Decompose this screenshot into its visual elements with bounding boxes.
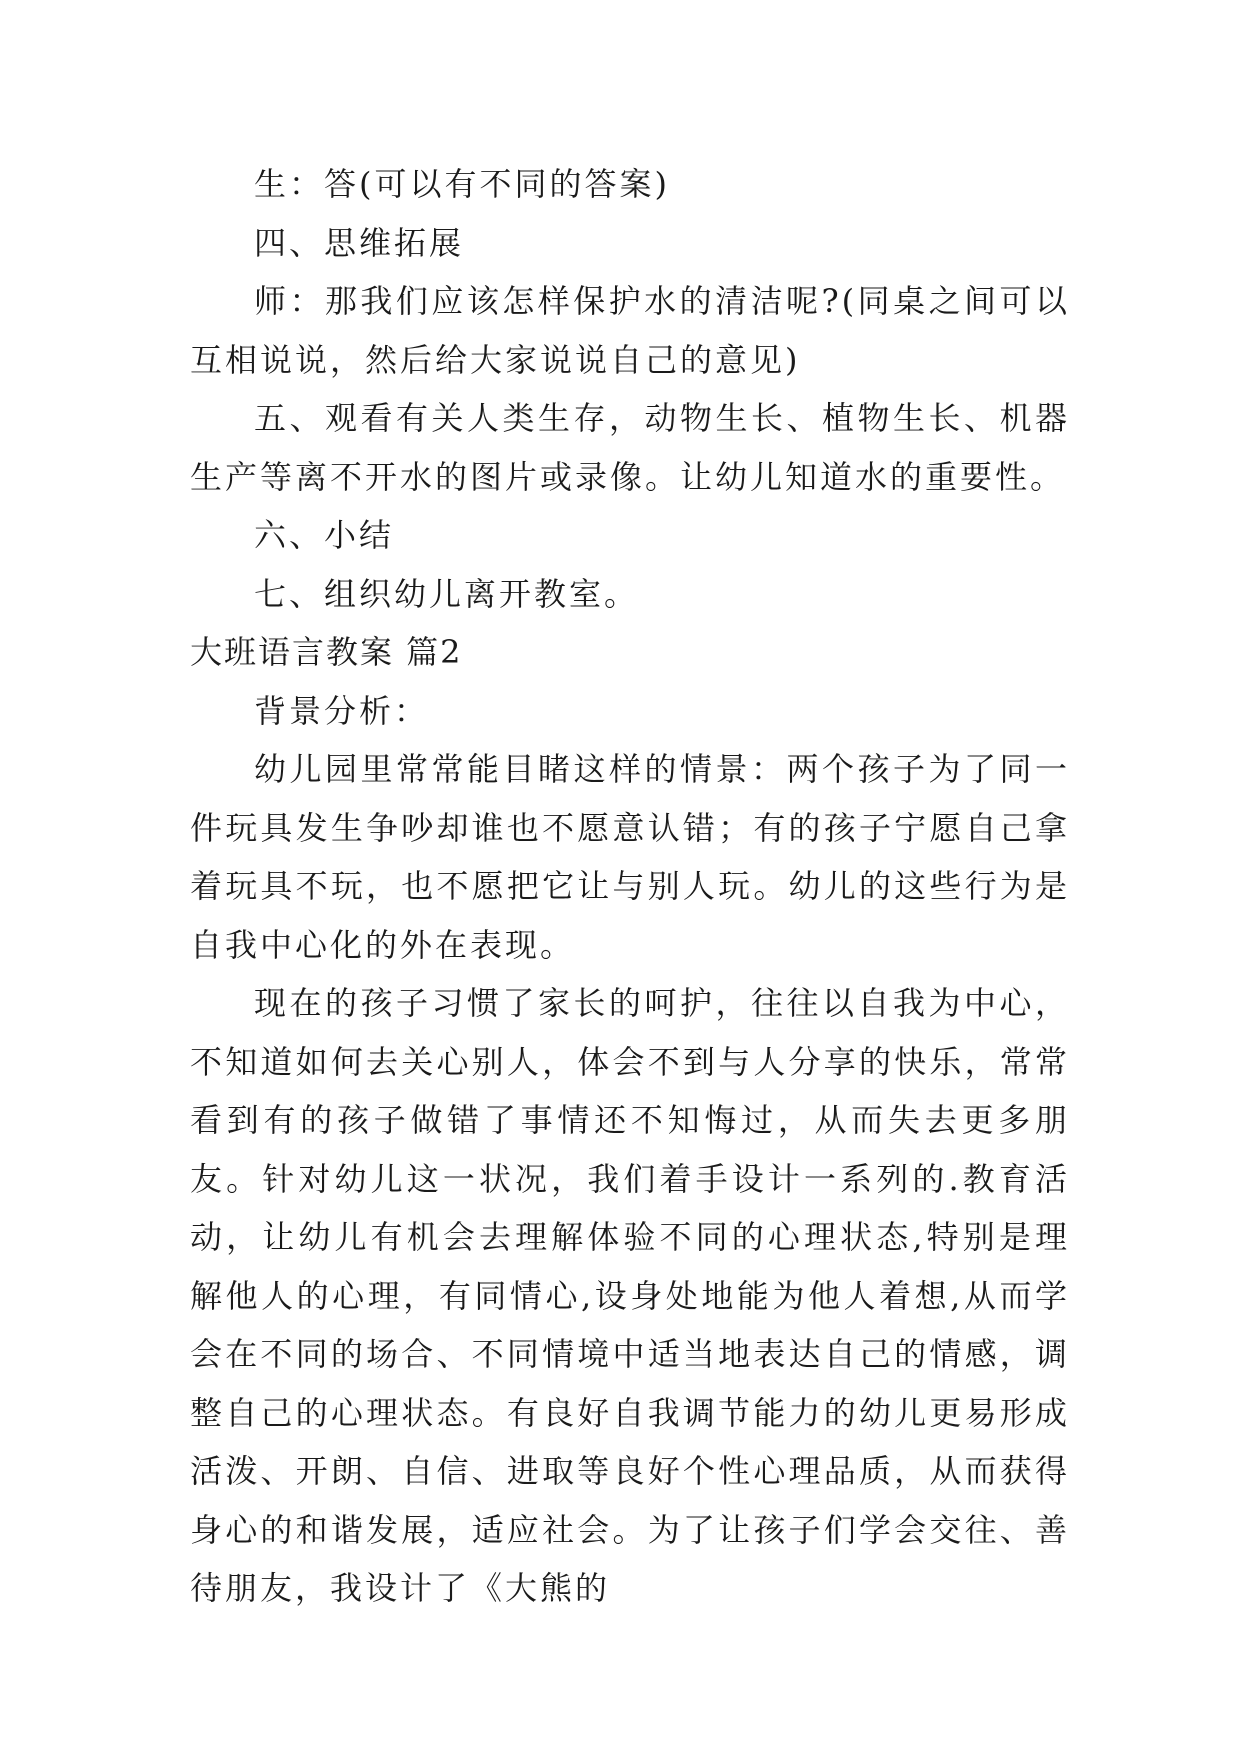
document-body bbox=[190, 155, 1070, 1618]
paragraph-kindergarten-scene: 幼儿园里常常能目睹这样的情景：两个孩子为了同一件玩具发生争吵却谁也不愿意认错；有的孩子宁愿自己拿着玩具不玩，也不愿把它让与别人玩。幼儿的这些行为是自我中心化的外在表现。 bbox=[190, 750, 1070, 964]
lesson-plan-heading: 大班语言教案 篇2 bbox=[190, 633, 463, 671]
paragraph-children-today: 现在的孩子习惯了家长的呵护，往往以自我为中心，不知道如何去关心别人，体会不到与人分享的快乐，常常看到有的孩子做错了事情还不知悔过，从而失去更多朋友。针对幼儿这一状况，我们着手设计一系列的.教育活动，让幼儿有机会去理解体验不同的心理状态,特别是理解他人的心理，有同情心,设身处地能为他人着想,从而学会在不同的场合、不同情境中适当地表达自己的情感，调整自己的心理状态。有良好自我调节能力的幼儿更易形成活泼、开朗、自信、进取等良好个性心理品质，从而获得身心的和谐发展，适应社会。为了让孩子们学会交往、善待朋友，我设计了《大熊的 bbox=[190, 984, 1070, 1607]
section-thinking-extension: 四、思维拓展 bbox=[254, 223, 465, 262]
background-analysis-label: 背景分析： bbox=[254, 691, 430, 730]
section-leave-classroom: 七、组织幼儿离开教室。 bbox=[254, 574, 640, 613]
section-watch-pictures: 五、观看有关人类生存，动物生长、植物生长、机器生产等离不开水的图片或录像。让幼儿知道水的重要性。 bbox=[190, 399, 1070, 496]
paragraph-student-answer: 生：答(可以有不同的答案) bbox=[254, 165, 670, 203]
section-summary: 六、小结 bbox=[254, 516, 395, 554]
paragraph-teacher-question: 师：那我们应该怎样保护水的清洁呢?(同桌之间可以互相说说，然后给大家说说自己的意见) bbox=[190, 282, 1070, 379]
